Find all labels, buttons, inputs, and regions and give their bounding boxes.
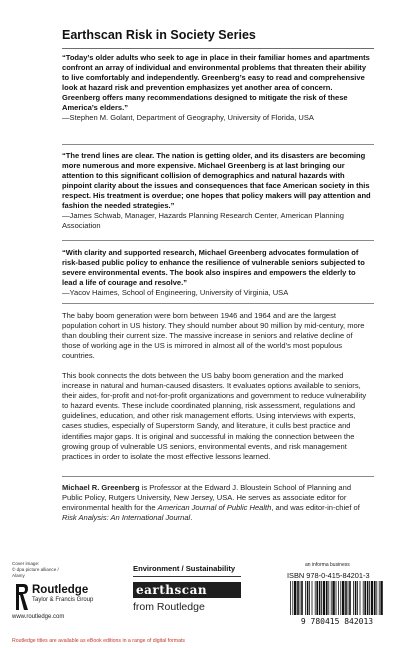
barcode-bar [349,581,351,615]
barcode-bar [380,581,382,615]
barcode-bar [363,581,364,615]
barcode-bar [376,581,377,615]
series-title: Earthscan Risk in Society Series [62,28,256,42]
cover-image-label: Cover image: [12,561,40,566]
barcode-bar [319,581,321,615]
barcode-bar [338,581,339,615]
barcode-bar [353,581,354,615]
informa-label: an informa business [305,562,350,568]
publisher-name: Routledge [32,584,89,596]
description-paragraph-1: The baby boom generation were born between 1946 and 1964 and are the largest population cohort in US history. They should number about 90 million by mid-century, more than doubling their current size. The massive increase in seniors and relative decline of those of working age in the US is mirrored in almost all of the world’s most populous countries. [62,311,365,361]
subject-category: Environment / Sustainability [133,564,236,573]
subject-rule [133,576,241,577]
barcode-bar [379,581,380,615]
barcode-bar [340,581,341,615]
barcode-bar [301,581,303,615]
cover-image-credit-text: © dpa picture alliance / Alamy [12,566,59,578]
barcode [287,580,387,626]
publisher-subtitle: Taylor & Francis Group [32,597,94,603]
barcode-bar [367,581,369,615]
barcode-bar [364,581,366,615]
divider [62,303,374,304]
endorsement-2 [62,151,372,231]
barcode-bar [326,581,328,615]
endorsement-attribution: —Stephen M. Golant, Department of Geography, University of Florida, USA [62,113,314,123]
endorsement-attribution: —Yacov Haimes, School of Engineering, University of Virginia, USA [62,288,289,298]
barcode-bar [357,581,358,615]
barcode-bar [374,581,376,615]
endorsement-3 [62,248,372,298]
barcode-bar [355,581,357,615]
endorsement-1 [62,53,372,123]
endorsement-attribution: —James Schwab, Manager, Hazards Planning Research Center, American Planning Association [62,211,344,231]
barcode-bar [336,581,337,615]
top-rule [62,48,374,49]
isbn: ISBN 978-0-415-84201-3 [287,571,370,580]
routledge-logo-icon [12,582,30,612]
barcode-bar [328,581,329,615]
description-paragraph-2: This book connects the dots between the US baby boom generation and the marked increase in natural and human-caused disasters. It evaluates options available to seniors, their aides, for-profit and not-for-profit organizations and government to reduce vulnerability to hazard events. These include coordinated planning, risk assessment, regulations and guidelines, education, and other risk management efforts. Using interviews with experts, cases studies, especially of Superstorm Sandy, and literature, it culls best practice and identifies major gaps. It is original and successful in making the connection between the growing group of vulnerable US seniors, environmental events, and risk management practices in order to isolate the most effective lessons learned. [62,371,367,461]
author-bio [62,483,372,523]
footer [0,560,408,648]
earthscan-logo: earthscan [133,582,241,598]
divider [62,240,374,241]
barcode-bar [290,581,291,615]
barcode-bar [348,581,349,615]
barcode-bar [321,581,322,615]
barcode-bar [371,581,373,615]
barcode-bar [294,581,296,615]
journal-title: Risk Analysis: An International Journal [62,513,191,523]
cover-image-credit [12,561,70,578]
publisher-url: www.routledge.com [12,614,65,620]
journal-title: American Journal of Public Health [157,503,272,513]
barcode-bar [297,581,299,615]
endorsement-quote: “Today’s older adults who seek to age in place in their familiar homes and apartments confront an array of individual and environmental problems that threaten their ability to live comfortably and independently. Greenberg’s easy to read and comprehensive look at hazard risk and prevention emphasizes yet another area of concern. Greenberg offers many recommendations designed to mitigate the risk of these America’s elders.” [62,53,370,113]
barcode-bar [369,581,370,615]
author-name: Michael R. Greenberg [62,483,140,492]
imprint-from: from Routledge [133,601,205,613]
barcode-bar [360,581,361,615]
description [62,311,372,462]
barcode-bar [309,581,310,615]
barcode-bar [316,581,318,615]
barcode-bar [305,581,306,615]
ebook-note: Routledge titles are available as eBook editions in a range of digital formats [12,638,186,644]
barcode-digits: 9 780415 842013 [300,617,374,626]
barcode-bar [307,581,309,615]
divider [62,476,374,477]
barcode-bar [332,581,334,615]
divider [62,144,374,145]
barcode-bar [345,581,347,615]
author-bio-text: . [190,513,193,523]
barcode-bar [300,581,301,615]
barcode-bar [331,581,332,615]
barcode-bar [315,581,316,615]
endorsement-quote: “The trend lines are clear. The nation is getting older, and its disasters are becoming more numerous and more expensive. Michael Greenberg is at last bringing our attention to this significant collision of demographics and natural hazards with pinpoint clarity about the issues and consequences that face American society in this respect. His treatment is overdue; one hopes that policy makers will pay attention and fashion the needed strategies.” [62,151,371,211]
author-bio-text: , and was editor-in-chief of [271,503,360,513]
barcode-bar [323,581,325,615]
author-bio-text: is Professor at the Edward J. Bloustein School of Planning and Public Policy, Rutgers University, New Jersey, USA. He serves as associate editor for environmental health for the [62,483,352,513]
barcode-bar [292,581,293,615]
barcode-bar [312,581,313,615]
endorsement-quote: “With clarity and supported research, Michael Greenberg advocates formulation of risk-based public policy to enhance the resilience of vulnerable seniors subjected to severe environmental events. The book also inspires and empowers the elderly to lead a life of courage and resolve.” [62,248,365,288]
barcode-bar [342,581,344,615]
